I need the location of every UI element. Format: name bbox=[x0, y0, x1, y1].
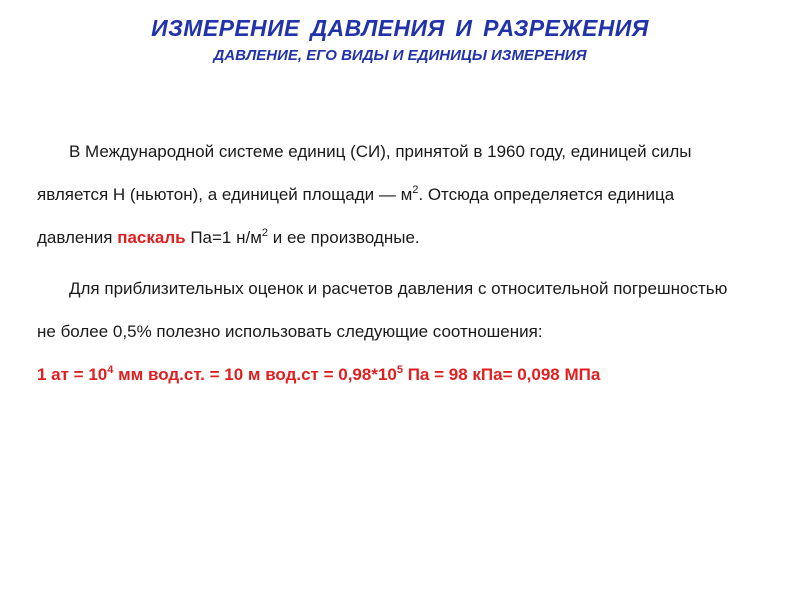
superscript: 2 bbox=[261, 227, 269, 239]
page-title: ИЗМЕРЕНИЕ ДАВЛЕНИЯ И РАЗРЕЖЕНИЯ bbox=[151, 15, 649, 41]
paragraph-text: Па=1 н/м bbox=[185, 228, 262, 247]
paragraph-text: Для приблизительных оценок и расчетов давления с относительной погрешностью не более 0,5% полезно использовать следующие соотношения: bbox=[37, 279, 728, 341]
superscript: 2 bbox=[412, 184, 419, 196]
slide-content bbox=[37, 130, 737, 396]
formula-exponent: 4 bbox=[107, 364, 114, 376]
page-subtitle: ДАВЛЕНИЕ, ЕГО ВИДЫ И ЕДИНИЦЫ ИЗМЕРЕНИЯ bbox=[213, 47, 587, 64]
formula-part: Па = 98 кПа= 0,098 МПа bbox=[402, 365, 601, 384]
formula-part: 1 ат = 10 bbox=[37, 365, 108, 384]
paragraph-text: и ее производные. bbox=[268, 228, 420, 247]
paragraph-text: В Международной системе единиц (СИ), принятой в 1960 году, единицей силы является Н (ньютон), а единицей площади — м bbox=[37, 142, 692, 204]
formula-part: мм вод.ст. = 10 м вод.ст = 0,98*10 bbox=[113, 365, 397, 384]
paragraph-approximation bbox=[37, 267, 737, 353]
paragraph-text: . Отсюда определяется единица давления bbox=[37, 185, 675, 247]
pressure-formula bbox=[37, 353, 737, 396]
paragraph-si-units bbox=[37, 130, 737, 259]
pascal-highlight: паскаль bbox=[117, 228, 186, 247]
slide-header bbox=[0, 14, 800, 66]
formula-exponent: 5 bbox=[396, 364, 403, 376]
